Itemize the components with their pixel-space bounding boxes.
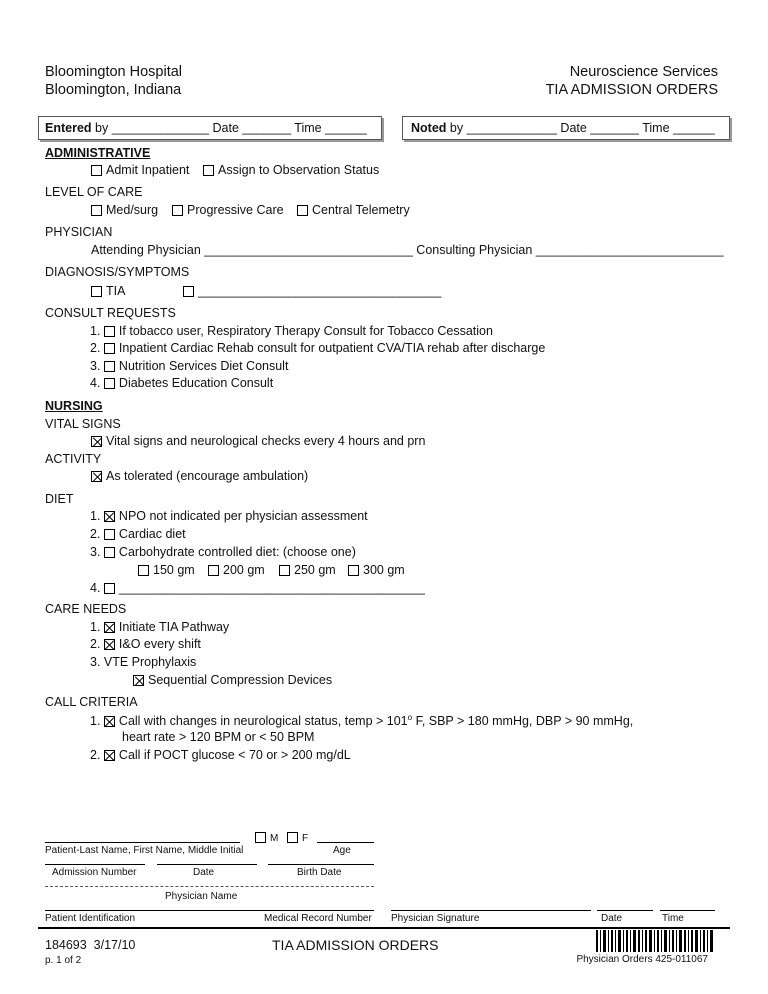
patient-name-line[interactable]: [45, 842, 240, 843]
carb-option[interactable]: 200 gm: [208, 563, 265, 577]
checked-checkbox[interactable]: [91, 436, 102, 447]
checkbox[interactable]: [287, 832, 298, 843]
physician-signature-label: Physician Signature: [391, 913, 480, 924]
activity-option[interactable]: As tolerated (encourage ambulation): [91, 469, 308, 483]
administrative-heading: ADMINISTRATIVE: [45, 146, 151, 160]
diet-item[interactable]: 2. Cardiac diet: [90, 527, 186, 541]
physician-name-label: Physician Name: [165, 891, 238, 902]
birth-date-label: Birth Date: [297, 867, 342, 878]
form-id: 184693 3/17/10: [45, 938, 136, 952]
progressive-care-option[interactable]: Progressive Care: [172, 203, 284, 217]
hospital-name: Bloomington Hospital: [45, 64, 183, 80]
checkbox[interactable]: [104, 378, 115, 389]
checkbox[interactable]: [104, 547, 115, 558]
checkbox[interactable]: [297, 205, 308, 216]
physician-fields[interactable]: Attending Physician ______________________________ Consulting Physician ___________________________: [91, 243, 724, 257]
admission-number-line[interactable]: [45, 864, 145, 865]
sex-f-option[interactable]: F: [287, 832, 308, 844]
checkbox[interactable]: [104, 361, 115, 372]
checkbox[interactable]: [208, 565, 219, 576]
checkbox[interactable]: [172, 205, 183, 216]
page-number: p. 1 of 2: [45, 955, 82, 966]
call-item[interactable]: 1. Call with changes in neurological status, temp > $101^o$ F, SBP > 180 mmHg, DBP > 90 mmHg,: [90, 713, 634, 729]
carb-option[interactable]: 300 gm: [348, 563, 405, 577]
department-name: Neuroscience Services: [569, 64, 718, 80]
diet-item[interactable]: 4. ____________________________________________: [90, 581, 425, 595]
consult-heading: CONSULT REQUESTS: [45, 306, 176, 320]
checkbox[interactable]: [91, 286, 102, 297]
checkbox[interactable]: [348, 565, 359, 576]
admission-date-label: Date: [193, 867, 215, 878]
noted-box: [402, 116, 730, 140]
entered-line[interactable]: Entered by ______________ Date _______ Time ______: [45, 121, 367, 135]
checked-checkbox[interactable]: [104, 511, 115, 522]
diet-heading: DIET: [45, 492, 74, 506]
checked-checkbox[interactable]: [133, 675, 144, 686]
physician-signature-line[interactable]: [391, 910, 591, 911]
checkbox[interactable]: [91, 205, 102, 216]
birth-date-line[interactable]: [268, 864, 374, 865]
physician-heading: PHYSICIAN: [45, 225, 113, 239]
signature-time-label: Time: [662, 913, 684, 924]
checked-checkbox[interactable]: [104, 622, 115, 633]
consult-item[interactable]: 2. Inpatient Cardiac Rehab consult for outpatient CVA/TIA rehab after discharge: [90, 341, 546, 355]
checkbox[interactable]: [183, 286, 194, 297]
call-item-continuation: heart rate > 120 BPM or < 50 BPM: [122, 730, 315, 744]
checkbox[interactable]: [279, 565, 290, 576]
signature-time-line[interactable]: [660, 910, 715, 911]
tia-option[interactable]: TIA: [91, 284, 125, 298]
checked-checkbox[interactable]: [104, 750, 115, 761]
checkbox[interactable]: [104, 583, 115, 594]
checked-checkbox[interactable]: [91, 471, 102, 482]
checkbox[interactable]: [104, 343, 115, 354]
checkbox[interactable]: [138, 565, 149, 576]
diet-item[interactable]: 1. NPO not indicated per physician assessment: [90, 509, 368, 523]
diet-item[interactable]: 3. Carbohydrate controlled diet: (choose one): [90, 545, 356, 559]
admit-inpatient-option[interactable]: Admit Inpatient: [91, 163, 189, 177]
noted-line[interactable]: Noted by _____________ Date _______ Time ______: [411, 121, 715, 135]
diagnosis-heading: DIAGNOSIS/SYMPTOMS: [45, 265, 190, 279]
physician-name-line[interactable]: [45, 886, 374, 887]
hospital-location: Bloomington, Indiana: [45, 82, 182, 98]
age-label: Age: [333, 845, 351, 856]
checkbox[interactable]: [255, 832, 266, 843]
other-diagnosis-option[interactable]: ___________________________________: [183, 284, 441, 298]
consult-item[interactable]: 3. Nutrition Services Diet Consult: [90, 359, 289, 373]
nursing-heading: NURSING: [45, 399, 103, 413]
mrn-label: Medical Record Number: [264, 913, 372, 924]
signature-date-line[interactable]: [597, 910, 653, 911]
consult-item[interactable]: 1. If tobacco user, Respiratory Therapy Consult for Tobacco Cessation: [90, 324, 493, 338]
scd-option[interactable]: Sequential Compression Devices: [133, 673, 332, 687]
central-telemetry-option[interactable]: Central Telemetry: [297, 203, 410, 217]
medsurg-option[interactable]: Med/surg: [91, 203, 158, 217]
vital-signs-heading: VITAL SIGNS: [45, 417, 121, 431]
call-criteria-heading: CALL CRITERIA: [45, 695, 138, 709]
consult-item[interactable]: 4. Diabetes Education Consult: [90, 376, 274, 390]
carb-option[interactable]: 250 gm: [279, 563, 336, 577]
checked-checkbox[interactable]: [104, 639, 115, 650]
checkbox[interactable]: [91, 165, 102, 176]
activity-heading: ACTIVITY: [45, 452, 102, 466]
patient-name-label: Patient-Last Name, First Name, Middle Initial: [45, 845, 244, 856]
entered-box: [38, 116, 382, 140]
care-needs-heading: CARE NEEDS: [45, 602, 127, 616]
barcode-icon: [596, 930, 714, 952]
age-line[interactable]: [317, 842, 374, 843]
admission-date-line[interactable]: [157, 864, 257, 865]
checked-checkbox[interactable]: [104, 716, 115, 727]
level-of-care-heading: LEVEL OF CARE: [45, 185, 143, 199]
vte-prophylaxis-label: 3. VTE Prophylaxis: [90, 655, 197, 669]
patient-id-label: Patient Identification: [45, 913, 136, 924]
checkbox[interactable]: [203, 165, 214, 176]
carb-option[interactable]: 150 gm: [138, 563, 195, 577]
signature-date-label: Date: [601, 913, 623, 924]
care-item[interactable]: 1. Initiate TIA Pathway: [90, 620, 230, 634]
checkbox[interactable]: [104, 529, 115, 540]
call-item[interactable]: 2. Call if POCT glucose < 70 or > 200 mg/dL: [90, 748, 351, 762]
checkbox[interactable]: [104, 326, 115, 337]
patient-id-divider: [45, 910, 374, 911]
vital-signs-option[interactable]: Vital signs and neurological checks every 4 hours and prn: [91, 434, 425, 448]
footer-divider: [38, 927, 730, 929]
orders-code: Physician Orders 425-011067: [576, 954, 708, 965]
form-title: TIA ADMISSION ORDERS: [545, 82, 718, 98]
observation-status-option[interactable]: Assign to Observation Status: [203, 163, 379, 177]
footer-form-title: TIA ADMISSION ORDERS: [272, 937, 439, 953]
care-item[interactable]: 2. I&O every shift: [90, 637, 201, 651]
sex-m-option[interactable]: M: [255, 832, 278, 844]
admission-number-label: Admission Number: [52, 867, 137, 878]
